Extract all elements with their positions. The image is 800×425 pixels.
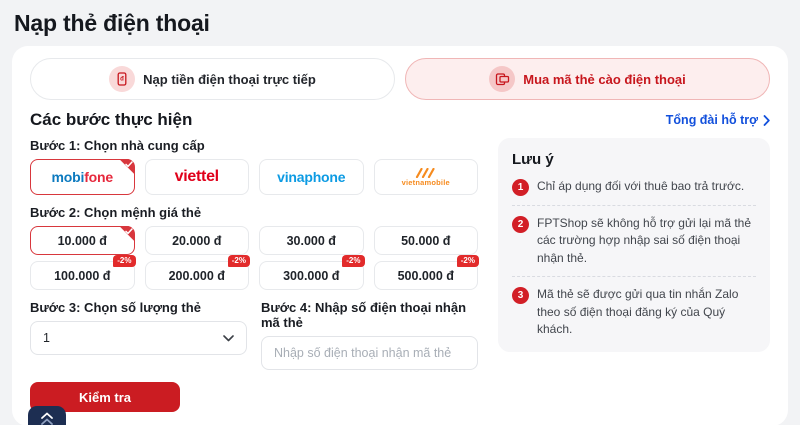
denom-value: 30.000 đ xyxy=(286,233,336,248)
provider-viettel[interactable] xyxy=(145,159,250,195)
viettel-logo: viettel xyxy=(174,168,219,185)
section-title: Các bước thực hiện xyxy=(30,110,193,129)
note-text: Chỉ áp dụng đối với thuê bao trả trước. xyxy=(537,179,745,193)
denom-30000[interactable] xyxy=(259,226,364,255)
quantity-select[interactable] xyxy=(30,321,247,355)
note-item-3 xyxy=(512,286,756,338)
step4-label: Bước 4: Nhập số điện thoại nhận mã thẻ xyxy=(261,300,467,330)
svg-text:đ: đ xyxy=(120,76,125,83)
discount-badge: -2% xyxy=(228,255,250,267)
note-text: FPTShop sẽ không hỗ trợ gửi lại mã thẻ các trường hợp nhập sai số điện thoại nhận thẻ. xyxy=(537,216,752,265)
step1-label: Bước 1: Chọn nhà cung cấp xyxy=(30,138,205,153)
chevron-up-icon xyxy=(40,411,54,425)
step3-block xyxy=(30,300,247,370)
step2-label: Bước 2: Chọn mệnh giá thẻ xyxy=(30,205,202,220)
note-number-badge: 1 xyxy=(512,179,529,196)
vietnamobile-logo: vietnamobile xyxy=(402,168,450,187)
scroll-widget-button[interactable] xyxy=(28,406,66,425)
denom-100000[interactable] xyxy=(30,256,135,290)
quantity-value: 1 xyxy=(43,331,50,345)
support-link-label: Tổng đài hỗ trợ xyxy=(665,113,758,127)
topup-tabs xyxy=(30,58,770,100)
tab-direct-label: Nạp tiền điện thoại trực tiếp xyxy=(143,71,316,87)
divider xyxy=(512,205,756,206)
provider-vietnamobile[interactable] xyxy=(374,159,479,195)
denom-value: 500.000 đ xyxy=(397,268,454,283)
note-item-1 xyxy=(512,178,756,196)
section-header xyxy=(30,110,770,130)
card-code-icon xyxy=(489,66,515,92)
tab-card-code[interactable] xyxy=(405,58,770,100)
denom-10000[interactable] xyxy=(30,226,135,255)
check-button[interactable]: Kiểm tra xyxy=(30,382,180,412)
phone-number-input[interactable] xyxy=(261,336,478,370)
denom-500000[interactable] xyxy=(374,256,479,290)
chevron-right-icon xyxy=(763,115,770,126)
note-item-2 xyxy=(512,215,756,267)
note-number-badge: 3 xyxy=(512,287,529,304)
note-text: Mã thẻ sẽ được gửi qua tin nhắn Zalo theo số điện thoại đăng ký của Quý khách. xyxy=(537,287,739,336)
tab-direct-topup[interactable] xyxy=(30,58,395,100)
note-number-badge: 2 xyxy=(512,216,529,233)
denom-value: 10.000 đ xyxy=(57,233,107,248)
selected-check-icon xyxy=(117,159,135,177)
denom-value: 200.000 đ xyxy=(168,268,225,283)
discount-badge: -2% xyxy=(342,255,364,267)
page-title: Nạp thẻ điện thoại xyxy=(14,10,210,36)
denom-value: 300.000 đ xyxy=(283,268,340,283)
provider-list xyxy=(30,159,478,195)
chevron-down-icon xyxy=(223,335,234,342)
denomination-list xyxy=(30,226,478,290)
notes-panel xyxy=(498,138,770,352)
mobifone-logo: mobifone xyxy=(51,169,113,185)
phone-topup-icon xyxy=(109,66,135,92)
denom-20000[interactable] xyxy=(145,226,250,255)
tab-card-label: Mua mã thẻ cào điện thoại xyxy=(523,71,686,87)
divider xyxy=(512,276,756,277)
denom-300000[interactable] xyxy=(259,256,364,290)
steps-column xyxy=(30,138,478,412)
vinaphone-logo: vinaphone xyxy=(277,169,346,185)
notes-column xyxy=(498,138,770,412)
discount-badge: -2% xyxy=(113,255,135,267)
provider-mobifone[interactable] xyxy=(30,159,135,195)
notes-title: Lưu ý xyxy=(512,151,554,168)
selected-check-icon xyxy=(117,226,135,244)
denom-value: 20.000 đ xyxy=(172,233,222,248)
step3-label: Bước 3: Chọn số lượng thẻ xyxy=(30,300,201,315)
denom-200000[interactable] xyxy=(145,256,250,290)
denom-value: 50.000 đ xyxy=(401,233,451,248)
step4-block xyxy=(261,300,478,370)
denom-50000[interactable] xyxy=(374,226,479,255)
denom-value: 100.000 đ xyxy=(54,268,111,283)
vietnamobile-slashes-icon xyxy=(415,168,437,178)
support-link[interactable] xyxy=(666,113,770,127)
provider-vinaphone[interactable] xyxy=(259,159,364,195)
main-card xyxy=(12,46,788,425)
discount-badge: -2% xyxy=(457,255,479,267)
